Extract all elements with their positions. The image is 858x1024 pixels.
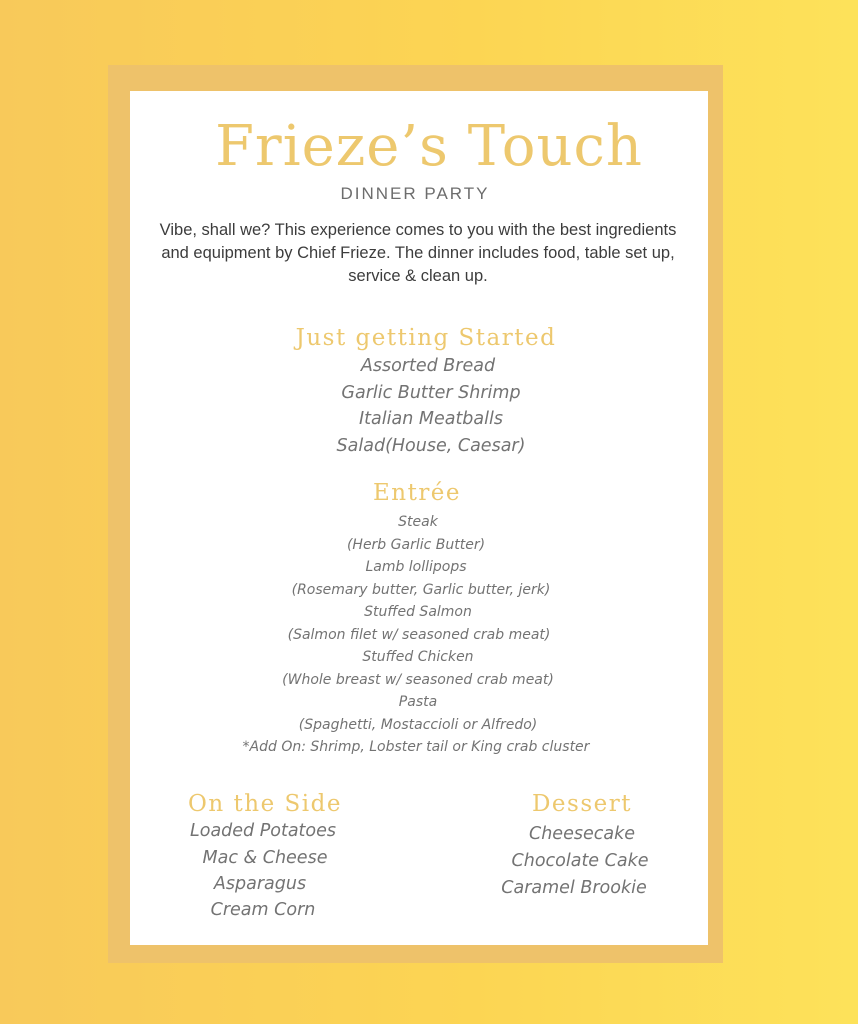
entree-item: Steak: [398, 514, 438, 530]
dessert-item: Chocolate Cake: [511, 851, 649, 871]
menu-title: Frieze’s Touch: [215, 114, 643, 179]
starter-item: Assorted Bread: [360, 356, 496, 376]
starter-item: Salad(House, Caesar): [336, 436, 526, 456]
side-item: Loaded Potatoes: [189, 821, 337, 841]
entree-item: (Herb Garlic Butter): [346, 537, 486, 553]
side-item: Asparagus: [213, 874, 307, 894]
entree-item: (Whole breast w/ seasoned crab meat): [282, 672, 554, 688]
menu-subtitle: DINNER PARTY: [340, 184, 490, 203]
entree-item: (Rosemary butter, Garlic butter, jerk): [291, 582, 551, 598]
entree-item: Pasta: [398, 694, 438, 710]
entree-item: Lamb lollipops: [365, 559, 467, 575]
dessert-item: Cheesecake: [529, 824, 635, 844]
starter-item: Italian Meatballs: [359, 409, 503, 429]
entree-item: Stuffed Salmon: [364, 604, 472, 620]
dessert-item: Caramel Brookie: [501, 878, 647, 898]
side-item: Cream Corn: [210, 900, 316, 920]
sides-heading: On the Side: [188, 791, 342, 817]
entree-item: (Salmon filet w/ seasoned crab meat): [287, 627, 551, 643]
starters-heading: Just getting Started: [295, 325, 557, 351]
entree-add-on-note: *Add On: Shrimp, Lobster tail or King crab cluster: [242, 739, 590, 755]
starter-item: Garlic Butter Shrimp: [341, 383, 521, 403]
menu-intro: Vibe, shall we? This experience comes to you with the best ingredients and equipment by Chief Frieze. The dinner includes food, table set up, service & clean up.: [159, 221, 677, 285]
dessert-heading: Dessert: [531, 791, 632, 817]
entree-item: Stuffed Chicken: [362, 649, 474, 665]
entree-heading: Entrée: [372, 480, 462, 506]
side-item: Mac & Cheese: [202, 848, 328, 868]
entree-item: (Spaghetti, Mostaccioli or Alfredo): [298, 717, 538, 733]
